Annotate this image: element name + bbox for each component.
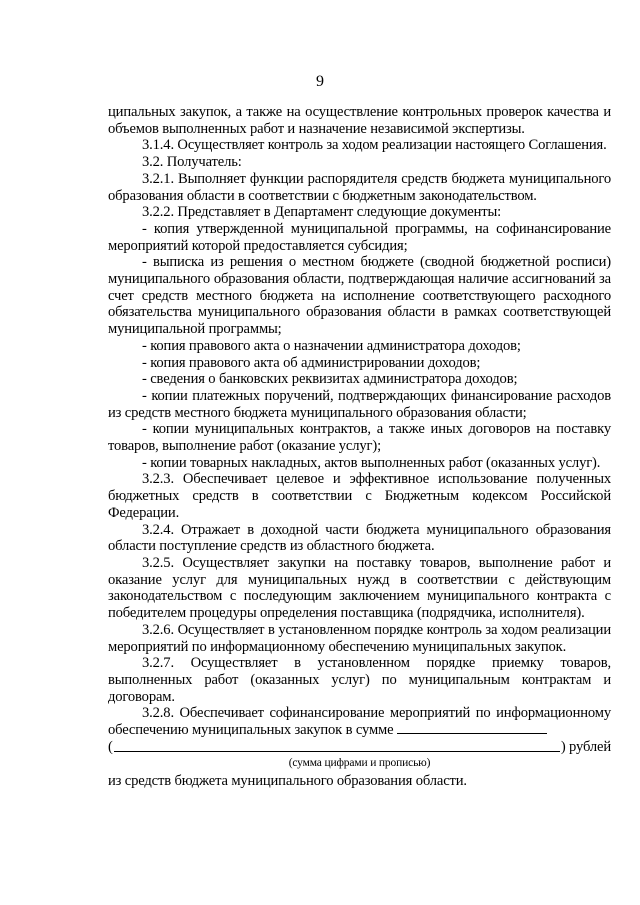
closing-text: из средств бюджета муниципального образования области.	[108, 773, 467, 790]
amount-open-paren: (	[108, 738, 113, 755]
paragraph-with-blank	[108, 705, 611, 738]
list-item: - копия утвержденной муниципальной программы, на софинансирование мероприятий которой предоставляется субсидия;	[108, 220, 611, 254]
list-item: - копии товарных накладных, актов выполненных работ (оказанных услуг).	[142, 454, 601, 471]
amount-row	[108, 739, 611, 756]
amount-currency: ) рублей	[560, 738, 611, 755]
paragraph: 3.2. Получатель:	[142, 154, 242, 171]
paragraph: 3.2.2. Представляет в Департамент следующие документы:	[142, 204, 502, 221]
sum-blank-field	[397, 723, 547, 734]
list-item: - копия правового акта о назначении администратора доходов;	[142, 337, 521, 354]
paragraph: ципальных закупок, а также на осуществление контрольных проверок качества и объемов выполненных работ и назначение независимой экспертизы.	[108, 104, 611, 137]
list-item: - сведения о банковских реквизитах администратора доходов;	[142, 371, 518, 388]
paragraph: 3.2.6. Осуществляет в установленном порядке контроль за ходом реализации мероприятий по информационному обеспечению муниципальных закупок.	[108, 621, 611, 655]
list-item: - выписка из решения о местном бюджете (сводной бюджетной росписи) муниципального образования области, подтверждающая наличие ассигнований за счет средств местного бюджета на исполнение соответствующего расходного обязательства муниципального образования области в рамках соответствующей муниципальной программы;	[108, 254, 611, 338]
paragraph: 3.2.1. Выполняет функции распорядителя средств бюджета муниципального образования области в соответствии с бюджетным законодательством.	[108, 170, 611, 204]
list-item: - копии платежных поручений, подтверждающих финансирование расходов из средств местного бюджета муниципального образования области;	[108, 387, 611, 421]
list-item: - копии муниципальных контрактов, а также иных договоров на поставку товаров, выполнение работ (оказание услуг);	[108, 421, 611, 455]
paragraph: 3.1.4. Осуществляет контроль за ходом реализации настоящего Соглашения.	[142, 137, 607, 154]
paragraph: 3.2.4. Отражает в доходной части бюджета муниципального образования области поступление средств из областного бюджета.	[108, 521, 611, 555]
paragraph: 3.2.5. Осуществляет закупки на поставку товаров, выполнение работ и оказание услуг для муниципальных нужд в соответствии с действующим законодательством с последующим заключением муниципального контракта с победителем процедуры определения поставщика (подрядчика, исполнителя).	[108, 554, 611, 622]
paragraph-text: 3.2.8. Обеспечивает софинансирование мероприятий по информационному обеспечению муниципальных закупок в сумме	[108, 705, 611, 739]
page-number: 9	[316, 73, 324, 90]
amount-blank-field	[114, 741, 560, 752]
document-body	[108, 104, 611, 790]
list-item: - копия правового акта об администрировании доходов;	[142, 354, 481, 371]
amount-caption: (сумма цифрами и прописью)	[288, 757, 431, 770]
paragraph: 3.2.7. Осуществляет в установленном порядке приемку товаров, выполненных работ (оказанных услуг) по муниципальным контрактам и договорам.	[108, 655, 611, 705]
paragraph: 3.2.3. Обеспечивает целевое и эффективное использование полученных бюджетных средств в соответствии с Бюджетным кодексом Российской Федерации.	[108, 471, 611, 521]
